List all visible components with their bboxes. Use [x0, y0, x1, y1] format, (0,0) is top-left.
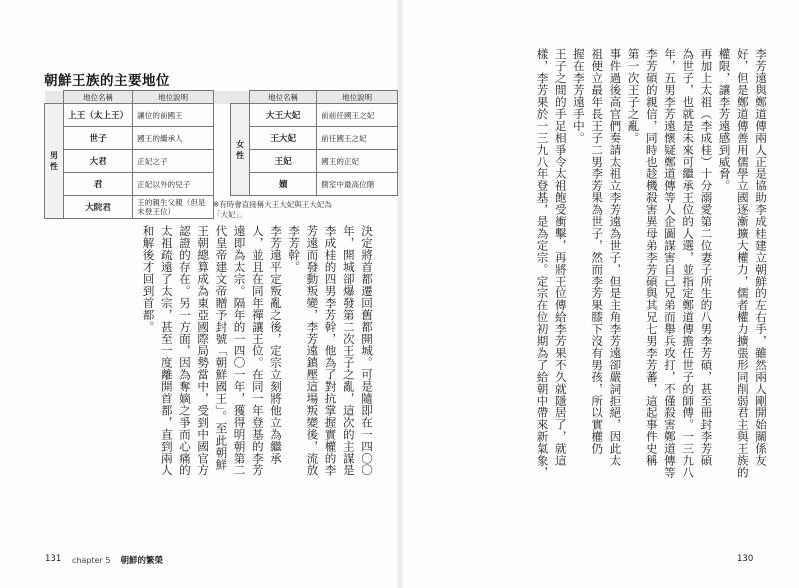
status-desc: 前前任國王之妃 [317, 104, 398, 127]
text-line: 為世子，也就是未來可繼承王位的人選，並指定鄭道傳擔任世子的師傅。一三九八 [681, 48, 696, 479]
text-line: 第一次王子之亂。 [626, 48, 641, 144]
status-name: 君 [64, 173, 133, 196]
status-desc: 正妃之子 [133, 150, 214, 173]
status-desc: 國王的繼承人 [133, 127, 214, 150]
running-head [72, 554, 163, 566]
text-line: 遠即為太宗。隔年的一四〇一年，獲得明朝第二 [232, 225, 247, 476]
header-cell: 地位名稱 [250, 91, 317, 104]
table-note: ※有時會直接稱大王大妃與王大妃為「大妃」。 [213, 200, 332, 219]
text-line: 再加上太祖（李成桂）十分溺愛第二位妻子所生的八男李芳碩，甚至冊封李芳碩 [699, 48, 714, 467]
text-line: 太祖疏遠了太宗，甚至一度離開首都，直到兩人 [159, 225, 174, 476]
table-header-row [45, 91, 398, 104]
text-line: 王子之間的手足相爭令太祖飽受衝擊，再將王位傳給李芳果不久就隱居了，就這 [553, 48, 568, 467]
text-line: 權限，讓李芳遠感到威脅。 [717, 48, 732, 192]
status-desc: 王的親生父親（但是未登王位） [133, 196, 214, 219]
table-title: 朝鮮王族的主要地位 [44, 73, 170, 89]
text-line: 李芳遠平定叛亂之後，定宗立刻將他立為繼承 [268, 225, 283, 464]
status-name: 嬪 [250, 173, 317, 196]
right-page-body [460, 48, 770, 540]
left-page-number: 131 [45, 554, 62, 564]
text-line: 年，開城卻爆發第二次王子之亂，這次的主謀是 [341, 225, 356, 476]
right-page-number: 130 [737, 554, 754, 564]
text-line: 人，並且在同年禪讓王位。在同一年登基的李芳 [250, 225, 265, 476]
table-row [45, 173, 398, 196]
chapter-label: chapter 5 [72, 556, 111, 565]
text-line: 樣，李芳果於一三九八年登基，是為定宗。定宗在位初期為了給朝中帶來新氣象， [535, 48, 550, 479]
status-desc: 前任國王之妃 [317, 127, 398, 150]
text-line: 芳遠而發動叛變，李芳遠鎮壓這場叛變後，流放 [305, 225, 320, 476]
status-name: 大院君 [64, 196, 133, 219]
status-desc: 側室中最高位階 [317, 173, 398, 196]
text-line: 認證的存在。另一方面，因為奪嫡之爭而心痛的 [177, 225, 192, 476]
text-line: 祖便立最年長王子二男李芳果為世子，然而李芳果膝下沒有男孩，所以實權仍 [590, 48, 605, 455]
text-line: 代皇帝建文帝贈予封號「朝鮮國王」。至此朝鮮 [214, 225, 229, 471]
text-line: 李芳幹。 [287, 225, 302, 273]
status-name: 王妃 [250, 150, 317, 173]
header-cell: 地位說明 [317, 91, 398, 104]
table-row [45, 127, 398, 150]
male-label: 男性 [45, 104, 64, 219]
status-name: 世子 [64, 127, 133, 150]
text-line: 握在李芳遠手中。 [571, 48, 586, 144]
text-line: 事件過後高官們奏請太祖立李芳遠為世子，但是主角李芳遠卻嚴詞拒絕，因此太 [608, 48, 623, 467]
status-name: 王大妃 [250, 127, 317, 150]
header-cell: 地位名稱 [64, 91, 133, 104]
text-line: 李芳碩的親信，同時也趁機殺害異母弟李芳碩與其兄七男李芳蕃，這起事件史稱 [644, 48, 659, 467]
female-label: 女性 [231, 104, 250, 196]
status-desc: 讓位的前國王 [133, 104, 214, 127]
status-name: 大王大妃 [250, 104, 317, 127]
table-row [45, 150, 398, 173]
text-line: 李成桂的四男李芳幹，他為了對抗掌握實權的李 [323, 225, 338, 476]
text-line: 李芳遠與鄭道傳兩人正是協助李成桂建立朝鮮的左右手，雖然兩人剛開始關係友 [754, 48, 768, 467]
text-line: 王朝總算成為東亞國際局勢當中，受到中國官方 [196, 225, 211, 476]
table-row [45, 104, 398, 127]
page-gutter [397, 0, 403, 588]
left-page-body [70, 225, 376, 535]
text-line: 年，五男李芳遠懷疑鄭道傳等人企圖謀害自己兄弟而舉兵攻打，不僅殺害鄭道傳等 [662, 48, 677, 479]
chapter-title: 朝鮮的繁榮 [120, 556, 163, 566]
header-cell: 地位說明 [133, 91, 214, 104]
status-desc: 正妃以外的兒子 [133, 173, 214, 196]
status-desc: 國王的正妃 [317, 150, 398, 173]
text-line: 好，但是鄭道傳善用儒學立國逐漸擴大權力，儒者權力擴張形同削弱君主與王族的 [735, 48, 750, 479]
status-name: 上王（太上王） [64, 104, 133, 127]
status-name: 大君 [64, 150, 133, 173]
text-line: 決定將首都遷回舊都開城。可是隨即在一四〇〇 [360, 225, 374, 476]
text-line: 和解後才回到首都。 [141, 225, 156, 333]
